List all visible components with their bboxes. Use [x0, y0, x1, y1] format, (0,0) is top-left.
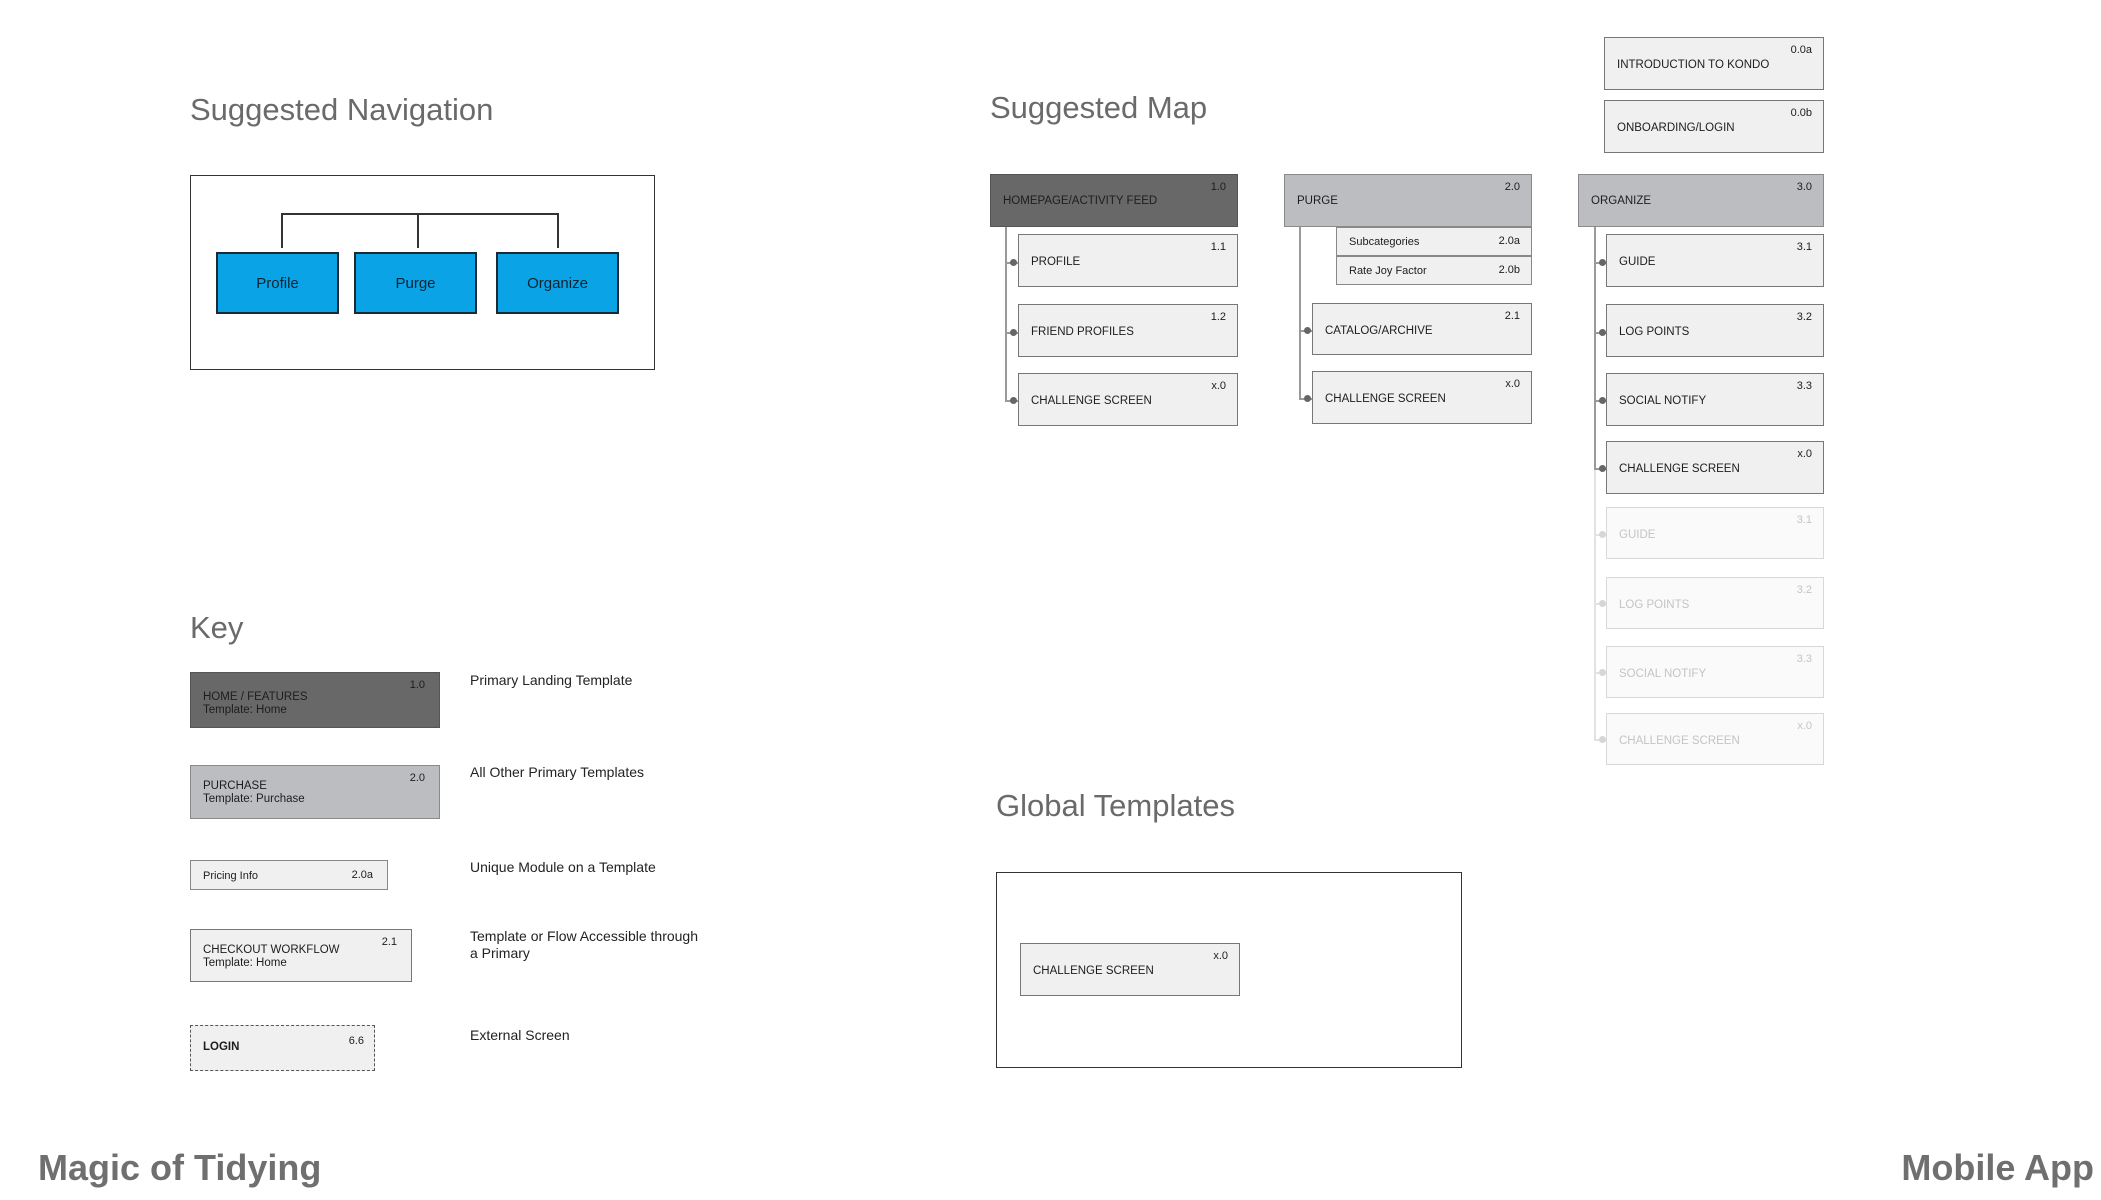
box-number: x.0 [1797, 720, 1812, 732]
key-description-line: Template or Flow Accessible through [470, 928, 698, 944]
box-number: 1.0 [409, 679, 425, 691]
tree-node-dot [1304, 395, 1311, 402]
tree-line [1005, 227, 1007, 401]
tree-node-dot [1010, 397, 1017, 404]
tree-line [1594, 470, 1596, 740]
key-description [470, 928, 698, 962]
box-number: 3.2 [1796, 311, 1812, 323]
box-label: ORGANIZE [1591, 195, 1652, 207]
key-heading: Key [190, 610, 244, 645]
key-description: All Other Primary Templates [470, 764, 645, 780]
map-guide-box[interactable] [1606, 234, 1824, 287]
box-label: PROFILE [1031, 256, 1081, 268]
key-flow-sample [190, 929, 412, 982]
box-label: Subcategories [1349, 236, 1420, 248]
key-description: External Screen [470, 1027, 570, 1043]
box-number: 2.0 [1504, 181, 1520, 193]
box-number: x.0 [1211, 380, 1226, 392]
box-label: PURCHASE [203, 780, 267, 792]
box-label: ONBOARDING/LOGIN [1617, 122, 1735, 134]
map-intro-box[interactable] [1604, 37, 1824, 90]
box-number: 0.0b [1790, 107, 1812, 119]
tree-node-dot [1599, 259, 1606, 266]
tree-node-dot [1304, 327, 1311, 334]
footer-platform: Mobile App [1901, 1147, 2094, 1188]
map-organize-box[interactable] [1578, 174, 1824, 227]
nav-connector [281, 213, 283, 248]
box-label: Pricing Info [203, 870, 259, 882]
box-number: x.0 [1797, 448, 1812, 460]
nav-connector [557, 213, 559, 248]
map-challenge-box[interactable] [1018, 373, 1238, 426]
box-number: 2.0b [1498, 264, 1520, 276]
tree-node-dot [1599, 465, 1606, 472]
tree-node-dot [1599, 600, 1606, 607]
nav-connector [281, 213, 558, 215]
key-module-sample [190, 860, 388, 890]
box-label: CHECKOUT WORKFLOW [203, 944, 340, 956]
key-external-sample [190, 1025, 375, 1071]
tree-node-dot [1599, 531, 1606, 538]
box-label: SOCIAL NOTIFY [1619, 668, 1707, 680]
map-profile-box[interactable] [1018, 234, 1238, 287]
map-social-notify-box[interactable] [1606, 373, 1824, 426]
map-challenge-box[interactable] [1312, 371, 1532, 424]
map-homepage-box[interactable] [990, 174, 1238, 227]
box-label: FRIEND PROFILES [1031, 326, 1134, 338]
box-number: 3.2 [1796, 584, 1812, 596]
box-number: 3.1 [1796, 241, 1812, 253]
map-guide-box-faded [1606, 507, 1824, 559]
map-challenge-box-faded [1606, 713, 1824, 765]
box-template: Template: Purchase [203, 793, 305, 805]
map-challenge-box[interactable] [1606, 441, 1824, 494]
map-social-notify-box-faded [1606, 646, 1824, 698]
footer-project-title: Magic of Tidying [38, 1147, 322, 1188]
box-number: 0.0a [1790, 44, 1812, 56]
key-description: Primary Landing Template [470, 672, 633, 688]
box-number: 2.0a [1498, 235, 1520, 247]
map-heading: Suggested Map [990, 90, 1208, 125]
tree-node-dot [1599, 669, 1606, 676]
navigation-frame [190, 175, 655, 370]
box-label: HOMEPAGE/ACTIVITY FEED [1003, 195, 1158, 207]
nav-item-purge[interactable]: Purge [354, 252, 477, 314]
box-number: x.0 [1213, 950, 1228, 962]
box-number: 2.0 [409, 772, 425, 784]
box-number: 3.1 [1796, 514, 1812, 526]
box-label: CHALLENGE SCREEN [1619, 463, 1740, 475]
box-label: GUIDE [1619, 529, 1656, 541]
map-module-rate-joy[interactable] [1336, 256, 1532, 285]
map-module-subcategories[interactable] [1336, 227, 1532, 256]
key-description: Unique Module on a Template [470, 859, 656, 875]
nav-item-organize[interactable]: Organize [496, 252, 619, 314]
box-template: Template: Home [203, 957, 287, 969]
box-label: SOCIAL NOTIFY [1619, 395, 1707, 407]
map-purge-box[interactable] [1284, 174, 1532, 227]
box-number: 1.0 [1210, 181, 1226, 193]
box-label: CHALLENGE SCREEN [1325, 393, 1446, 405]
box-number: 3.3 [1796, 380, 1812, 392]
box-template: Template: Home [203, 704, 287, 716]
box-number: 3.0 [1796, 181, 1812, 193]
map-catalog-box[interactable] [1312, 303, 1532, 355]
tree-line [1299, 227, 1301, 399]
map-friend-profiles-box[interactable] [1018, 304, 1238, 357]
box-label: GUIDE [1619, 256, 1656, 268]
box-number: 2.1 [1504, 310, 1520, 322]
map-onboarding-box[interactable] [1604, 100, 1824, 153]
global-challenge-box[interactable] [1020, 943, 1240, 996]
box-label: CHALLENGE SCREEN [1031, 395, 1152, 407]
nav-item-profile[interactable]: Profile [216, 252, 339, 314]
map-log-points-box[interactable] [1606, 304, 1824, 357]
nav-connector [417, 213, 419, 248]
box-label: Rate Joy Factor [1349, 265, 1427, 277]
box-number: 1.2 [1210, 311, 1226, 323]
box-label: INTRODUCTION TO KONDO [1617, 59, 1770, 71]
box-label: PURGE [1297, 195, 1338, 207]
box-number: 3.3 [1796, 653, 1812, 665]
box-number: 2.0a [351, 869, 373, 881]
tree-node-dot [1599, 736, 1606, 743]
box-label: CATALOG/ARCHIVE [1325, 325, 1433, 337]
box-number: 6.6 [348, 1035, 364, 1047]
box-label: HOME / FEATURES [203, 691, 308, 703]
key-primary-landing-sample [190, 672, 440, 728]
box-number: 1.1 [1210, 241, 1226, 253]
tree-node-dot [1599, 397, 1606, 404]
key-primary-template-sample [190, 765, 440, 819]
box-label: LOG POINTS [1619, 599, 1690, 611]
nav-heading: Suggested Navigation [190, 92, 494, 127]
tree-node-dot [1599, 329, 1606, 336]
box-number: 2.1 [381, 936, 397, 948]
box-label: LOG POINTS [1619, 326, 1690, 338]
box-number: x.0 [1505, 378, 1520, 390]
box-label: CHALLENGE SCREEN [1619, 735, 1740, 747]
map-log-points-box-faded [1606, 577, 1824, 629]
tree-node-dot [1010, 259, 1017, 266]
key-description-line: a Primary [470, 945, 530, 961]
box-label: LOGIN [203, 1041, 240, 1053]
box-label: CHALLENGE SCREEN [1033, 965, 1154, 977]
tree-node-dot [1010, 329, 1017, 336]
global-heading: Global Templates [996, 788, 1235, 823]
